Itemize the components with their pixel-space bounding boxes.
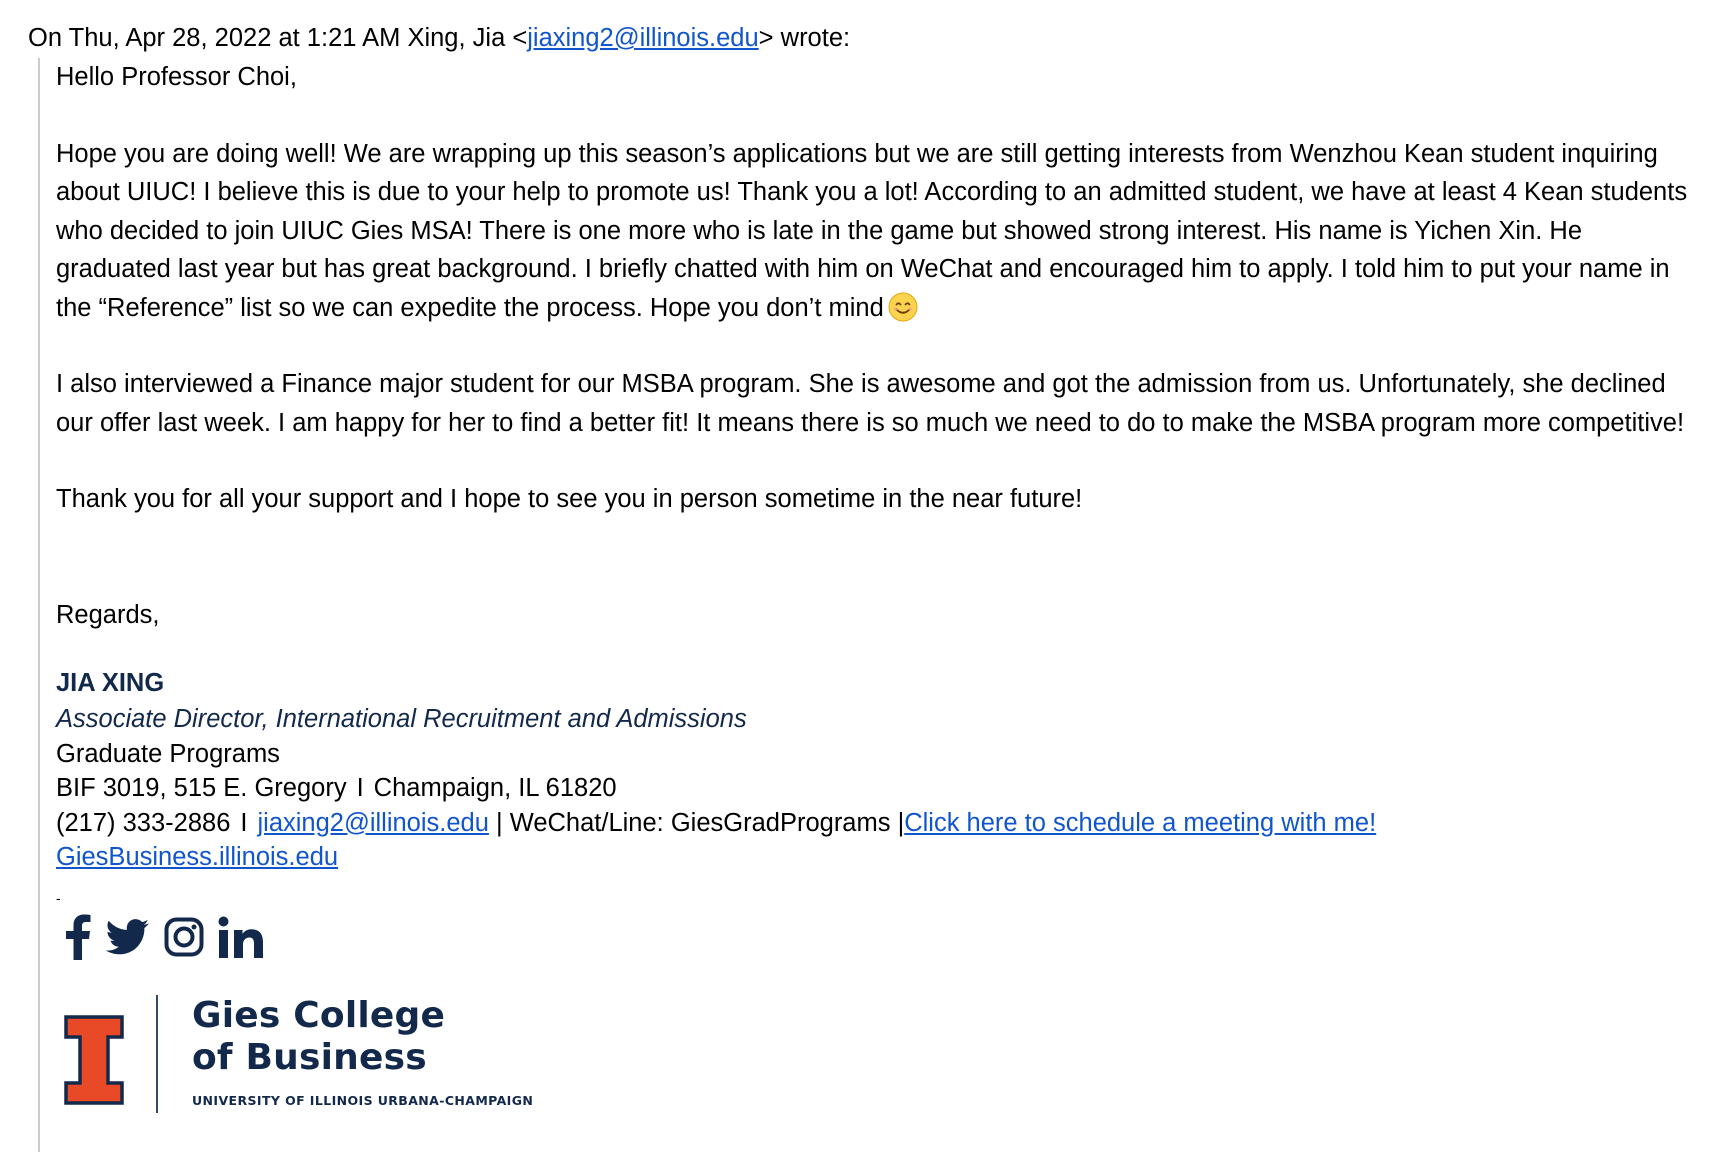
schedule-meeting-link[interactable]: Click here to schedule a meeting with me!	[904, 808, 1377, 837]
signature-website	[56, 840, 1698, 875]
logo-text	[192, 995, 533, 1108]
facebook-icon[interactable]	[62, 914, 92, 960]
quote-header-suffix: > wrote:	[758, 24, 851, 52]
signature-dash: -	[56, 889, 61, 906]
closing: Regards,	[56, 600, 160, 629]
logo-subtitle: UNIVERSITY OF ILLINOIS URBANA-CHAMPAIGN	[192, 1092, 534, 1108]
paragraph-2: I also interviewed a Finance major student for our MSBA program. She is awesome and got the admission from us. Unfortunately, she declined our offer last week. I am happy for her to find a better fit! It means there is so much we need to do to make the MSBA program more competitive!	[56, 370, 1685, 437]
sender-email-link[interactable]: jiaxing2@illinois.edu	[527, 24, 759, 52]
signature-contact	[56, 806, 1698, 841]
logo-divider	[156, 995, 158, 1113]
address-city: Champaign, IL 61820	[373, 774, 617, 802]
email-message	[28, 18, 1718, 1152]
signature-wechat: | WeChat/Line: GiesGradPrograms |	[488, 808, 905, 837]
paragraph-3: Thank you for all your support and I hope to see you in person sometime in the near future!	[56, 485, 1083, 513]
quoted-message	[38, 58, 1698, 1152]
signature-address	[56, 771, 1698, 806]
paragraph-1	[56, 135, 1698, 328]
logo-line-2: of Business	[192, 1036, 427, 1078]
greeting: Hello Professor Choi,	[56, 63, 297, 91]
smiling-face-emoji-icon	[888, 292, 918, 322]
quote-header-prefix: On Thu, Apr 28, 2022 at 1:21 AM Xing, Jia <	[28, 24, 528, 52]
signature-email-link[interactable]: jiaxing2@illinois.edu	[257, 808, 489, 837]
quote-header	[28, 18, 1718, 58]
instagram-icon[interactable]	[164, 917, 204, 957]
address-separator: I	[356, 774, 364, 802]
signature-department: Graduate Programs	[56, 739, 280, 768]
logo-line-1: Gies College	[192, 994, 446, 1036]
paragraph-1-text: Hope you are doing well! We are wrapping up this season’s applications but we are still getting interests from Wenzhou Kean student inquiring about UIUC! I believe this is due to your help to promote us! Thank you a lot! According to an admitted student, we have at least 4 Kean students who decided to join UIUC Gies MSA! There is one more who is late in the game but showed strong interest. His name is Yichen Xin. He graduated last year but has great background. I briefly chatted with him on WeChat and encouraged him to apply. I told him to put your name in the “Reference” list so we can expedite the process. Hope you don’t mind	[56, 139, 1688, 322]
twitter-icon[interactable]	[106, 919, 150, 955]
signature-name: JIA XING	[56, 669, 165, 697]
contact-separator: I	[240, 808, 248, 837]
address-street: BIF 3019, 515 E. Gregory	[56, 774, 347, 802]
gies-logo	[64, 995, 1698, 1125]
social-links	[62, 907, 1698, 967]
block-i-icon	[64, 1015, 124, 1105]
signature-title: Associate Director, International Recruitment and Admissions	[56, 705, 747, 733]
signature-phone: (217) 333-2886	[56, 808, 231, 837]
linkedin-icon[interactable]	[218, 916, 264, 958]
website-link[interactable]: GiesBusiness.illinois.edu	[56, 843, 339, 871]
